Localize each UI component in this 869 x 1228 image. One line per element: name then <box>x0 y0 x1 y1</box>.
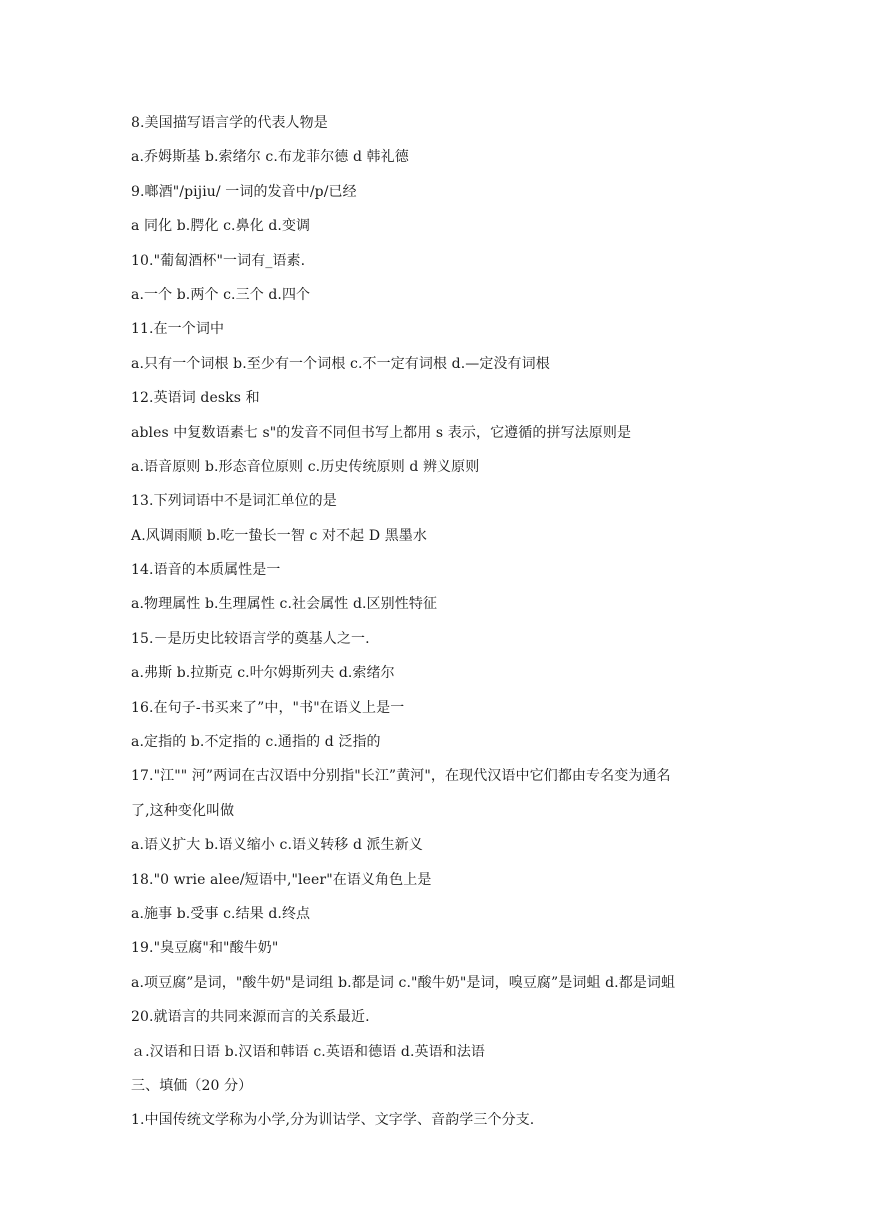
question-11-options: a.只有一个词根 b.至少有一个词根 c.不一定有词根 d.—定没有词根 <box>131 355 550 372</box>
question-14-options: a.物理属性 b.生理属性 c.社会属性 d.区别性特征 <box>131 596 438 613</box>
question-19-options: a.项豆腐”是词，"酸牛奶"是词组 b.都是词 c."酸牛奶"是词，嗅豆腐”是词蛆 d.都是词蛆 <box>131 974 676 991</box>
question-8-options: a.乔姆斯基 b.索绪尔 c.布龙菲尔德 d 韩礼德 <box>131 149 409 166</box>
question-12-continued: ables 中复数语素七 s"的发音不同但书写上都用 s 表示，它遵循的拼写法原则是 <box>131 424 632 441</box>
question-16-options: a.定指的 b.不定指的 c.通指的 d 泛指的 <box>131 734 381 751</box>
question-15-options: a.弗斯 b.拉斯克 c.叶尔姆斯列夫 d.索绪尔 <box>131 665 395 682</box>
question-20-options: ａ.汉语和日语 b.汉语和韩语 c.英语和德语 d.英语和法语 <box>131 1043 486 1060</box>
question-12: 12.英语词 desks 和 <box>131 390 260 407</box>
document-body <box>131 111 771 1143</box>
question-9: 9.啷酒"/pijiu/ 一词的发音中/p/已经 <box>131 183 357 200</box>
section-heading: 三、填価（20 分） <box>131 1077 253 1094</box>
question-20: 20.就语言的共同来源而言的关系最近. <box>131 1009 370 1026</box>
question-18: 18."0 wrie alee/短语中,"leer"在语义角色上是 <box>131 871 432 888</box>
question-13-options: A.风调雨顺 b.吃一蛰长一智 c 对不起 D 黑墨水 <box>131 527 427 544</box>
question-17-options: a.语义扩大 b.语义缩小 c.语义转移 d 派生新义 <box>131 837 423 854</box>
question-17-continued: 了,这种变化叫做 <box>131 802 235 819</box>
fill-in-1: 1.中国传统文学称为小学,分为训诂学、文字学、音韵学三个分支. <box>131 1112 535 1129</box>
question-11: 11.在一个词中 <box>131 321 225 338</box>
question-18-options: a.施事 b.受事 c.结果 d.终点 <box>131 905 311 922</box>
question-19: 19."臭豆腐"和"酸牛奶" <box>131 940 279 957</box>
question-8: 8.美国描写语言学的代表人物是 <box>131 115 328 131</box>
question-17: 17."江"" 河”两词在古汉语中分别指"长江”黄河"，在现代汉语中它们都由专名变为通名 <box>131 768 671 785</box>
question-13: 13.下列词语中不是词汇单位的是 <box>131 493 337 510</box>
question-14: 14.语音的本质属性是一 <box>131 562 281 579</box>
question-10-options: a.一个 b.两个 c.三个 d.四个 <box>131 286 311 303</box>
question-9-options: a 同化 b.腭化 c.鼻化 d.变调 <box>131 218 311 235</box>
question-16: 16.在句子-书买来了”中，"书"在语义上是一 <box>131 699 405 716</box>
question-12-options: a.语音原则 b.形态音位原则 c.历史传统原则 d 辨义原则 <box>131 458 480 475</box>
question-10: 10."葡匐酒杯"一词有_语素. <box>131 252 306 269</box>
question-15: 15.－是历史比较语言学的奠基人之一. <box>131 630 370 647</box>
